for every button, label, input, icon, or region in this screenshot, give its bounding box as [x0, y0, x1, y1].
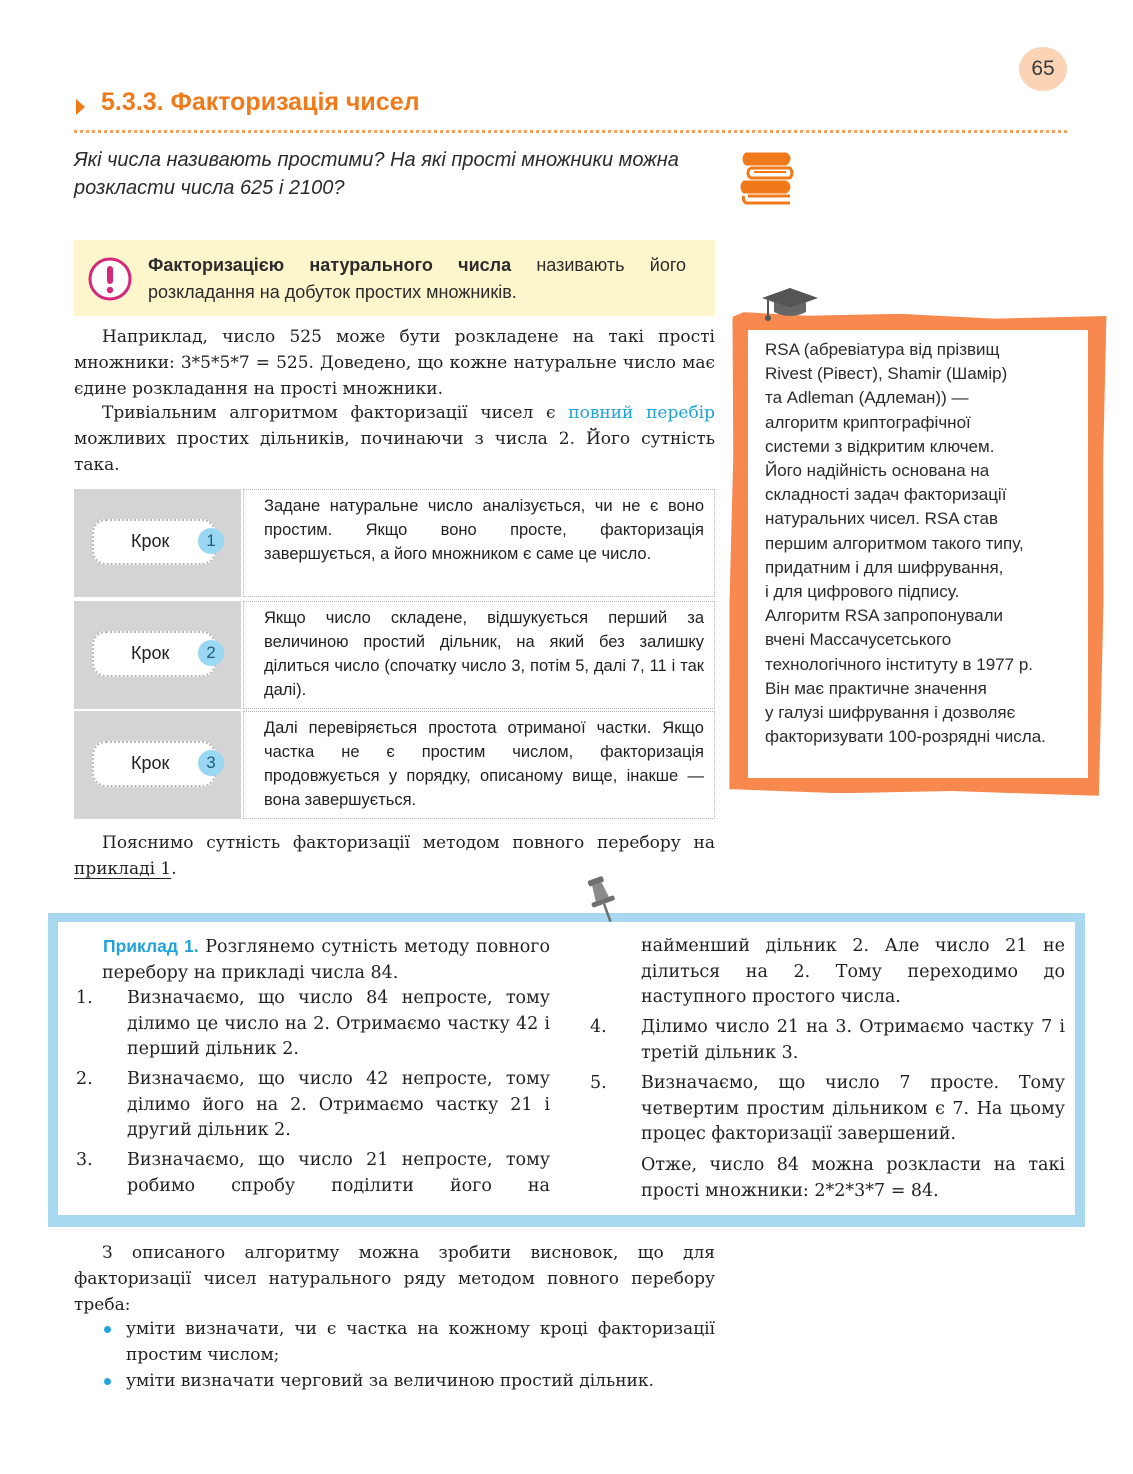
rsa-line: Його надійність основана на — [765, 461, 990, 481]
example-item-continued: найменший дільник 2. Але число 21 не ділиться на 2. Тому переходимо до наступного простого числа. — [641, 936, 1065, 1007]
example-conclusion: Отже, число 84 можна розкласти на такі прості множники: 2*2*3*7 = 84. — [641, 1155, 1065, 1201]
rsa-line: системи з відкритим ключем. — [765, 436, 995, 456]
step-label: Крок — [131, 753, 170, 773]
step-description: Далі перевіряється простота отриманої частки. Якщо частка не є простим числом, факторизація продовжується у порядку, описаному вище, інакше — вона завершується. — [264, 719, 704, 809]
page-number: 65 — [1019, 47, 1067, 91]
example-item-number: 3. — [76, 1150, 93, 1170]
step-description-cell — [243, 711, 715, 819]
step-description-cell — [243, 601, 715, 709]
rsa-line: RSA (абревіатура від прізвищ — [765, 340, 1000, 359]
rsa-line: Rivest (Рівест), Shamir (Шамір) — [765, 364, 1008, 384]
books-icon — [740, 148, 796, 206]
exclamation-icon — [87, 256, 133, 302]
example-item-number: 4. — [590, 1017, 607, 1037]
example-item-number: 2. — [76, 1069, 93, 1089]
definition-text — [148, 252, 686, 306]
paragraph-example: Наприклад, число 525 може бути розкладене на такі прості множники: 3*5*5*7 = 525. Доведено, що кожне натуральне число має єдине розкладання на прості множники. — [74, 327, 715, 399]
bullet-item: уміти визначати черговий за величиною простий дільник. — [126, 1371, 654, 1391]
paragraph-explain-end: . — [171, 859, 177, 879]
step-label: Крок — [131, 531, 170, 551]
paragraph-algorithm-start: Тривіальним алгоритмом факторизації чисел є — [102, 403, 569, 423]
rsa-line: факторизувати 100-розрядні числа. — [765, 727, 1046, 747]
rsa-line: вчені Массачусетського — [765, 630, 952, 650]
section-title: 5.3.3. Факторизація чисел — [101, 88, 420, 116]
step-label-cell — [74, 711, 241, 819]
brute-force-link[interactable]: повний перебір — [568, 403, 715, 423]
example-title: Приклад 1. — [103, 936, 199, 956]
step-number-badge: 3 — [198, 750, 224, 776]
pushpin-icon — [585, 875, 621, 927]
step-description: Задане натуральне число аналізується, чи не є воно простим. Якщо воно просте, факторизація завершується, а його множником є саме це число. — [264, 497, 704, 563]
example-item-number: 1. — [76, 988, 93, 1008]
intro-question: Які числа називають простими? На які прості множники можна розкласти числа 625 і 2100? — [74, 149, 679, 199]
definition-term: Факторизацією натурального числа — [148, 255, 512, 275]
rsa-line: у галузі шифрування і дозволяє — [765, 703, 1016, 723]
step-description-cell — [243, 489, 715, 597]
rsa-line: складності задач факторизації — [765, 485, 1007, 505]
paragraph-explain-start: Пояснимо сутність факторизації методом повного перебору на — [102, 833, 715, 853]
example-item: Визначаємо, що число 84 непросте, тому ділимо це число на 2. Отримаємо частку 42 і перший дільник 2. — [127, 988, 550, 1059]
example-1-link[interactable]: прикладі 1 — [74, 859, 172, 879]
step-row-2 — [74, 601, 715, 709]
step-description: Якщо число складене, відшукується перший за величиною простий дільник, на який без залишку ділиться число (спочатку число 3, потім 5, далі 7, 11 і так далі). — [264, 609, 704, 699]
rsa-line: натуральних чисел. RSA став — [765, 509, 998, 529]
rsa-line: і для цифрового підпису. — [765, 582, 960, 602]
step-row-1 — [74, 489, 715, 597]
bullet-dot — [104, 1326, 111, 1333]
bullet-dot — [104, 1378, 111, 1385]
step-label: Крок — [131, 643, 170, 663]
example-item: Ділимо число 21 на 3. Отримаємо частку 7 і третій дільник 3. — [641, 1017, 1065, 1063]
step-number-badge: 1 — [198, 528, 224, 554]
paragraph-algorithm-end: можливих простих дільників, починаючи з числа 2. Його сутність така. — [74, 429, 715, 475]
rsa-line: Алгоритм RSA запропонували — [765, 606, 1004, 626]
step-row-3 — [74, 711, 715, 819]
definition-rest: називають його розкладання на добуток простих множників. — [148, 255, 687, 302]
rsa-line: придатним і для шифрування, — [765, 557, 1004, 577]
mortarboard-icon — [760, 286, 820, 326]
example-intro-text: Розглянемо сутність методу повного перебору на прикладі числа 84. — [102, 937, 550, 983]
example-item-number: 5. — [590, 1073, 607, 1093]
paragraph-algorithm — [74, 400, 715, 478]
example-item: Визначаємо, що число 21 непросте, тому робимо спробу поділити його на — [127, 1150, 550, 1196]
title-divider — [74, 130, 1067, 133]
rsa-note-text — [765, 338, 1085, 749]
section-marker-icon — [76, 99, 85, 115]
rsa-line: алгоритм криптографічної — [765, 412, 971, 432]
step-number-badge: 2 — [198, 640, 224, 666]
example-item: Визначаємо, що число 42 непросте, тому ділимо його на 2. Отримаємо частку 21 і другий дільник 2. — [127, 1069, 550, 1140]
rsa-line: та Adleman (Адлеман)) — — [765, 388, 969, 408]
bullet-item: уміти визначати, чи є частка на кожному кроці факторизації простим числом; — [126, 1319, 715, 1365]
rsa-line: Він має практичне значення — [765, 678, 987, 698]
example-intro — [102, 934, 550, 986]
step-label-cell — [74, 489, 241, 597]
rsa-line: першим алгоритмом такого типу, — [765, 533, 1024, 553]
rsa-line: технологічного інституту в 1977 р. — [765, 654, 1033, 674]
example-item: Визначаємо, що число 7 просте. Тому четвертим простим дільником є 7. На цьому процес факторизації завершений. — [641, 1073, 1065, 1144]
conclusion-paragraph: З описаного алгоритму можна зробити висновок, що для факторизації чисел натурального ряду методом повного перебору треба: — [74, 1243, 715, 1315]
step-label-cell — [74, 601, 241, 709]
